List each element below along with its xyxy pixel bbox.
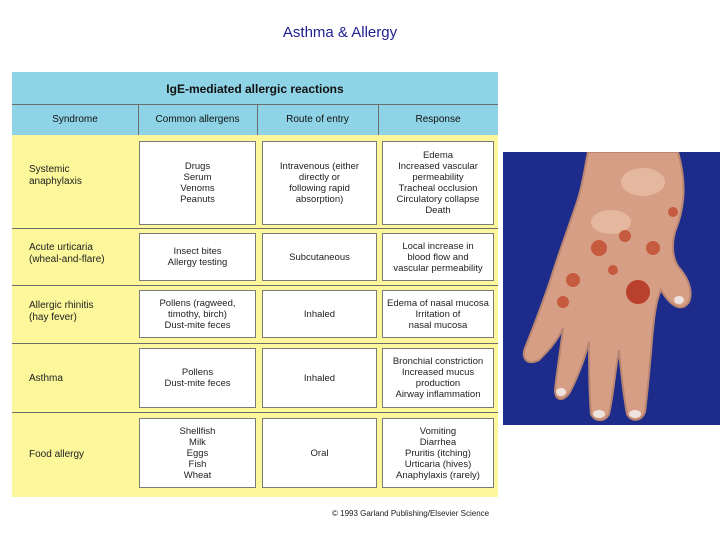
syndrome-cell: Allergic rhinitis (hay fever): [29, 300, 94, 323]
response-cell: Local increase in blood flow and vascular permeability: [382, 233, 494, 281]
row-divider: [12, 228, 498, 229]
route-cell: Subcutaneous: [262, 233, 377, 281]
allergy-table: [12, 72, 498, 497]
response-cell: Bronchial constriction Increased mucus production Airway inflammation: [382, 348, 494, 408]
allergens-cell: Pollens (ragweed, timothy, birch) Dust-mite feces: [139, 290, 256, 338]
header-divider: [12, 104, 498, 105]
allergens-cell: Shellfish Milk Eggs Fish Wheat: [139, 418, 256, 488]
row-divider: [12, 285, 498, 286]
table-header: [12, 72, 498, 135]
allergens-cell: Drugs Serum Venoms Peanuts: [139, 141, 256, 225]
syndrome-cell: Acute urticaria (wheal-and-flare): [29, 242, 105, 265]
syndrome-cell: Food allergy: [29, 449, 85, 460]
copyright-notice: © 1993 Garland Publishing/Elsevier Science: [332, 509, 490, 518]
route-cell: Intravenous (either directly or following rapid absorption): [262, 141, 377, 225]
syndrome-cell: Systemic anaphylaxis: [29, 164, 82, 187]
column-header-syndrome: Syndrome: [52, 114, 98, 125]
slide-title: Asthma & Allergy: [282, 24, 398, 41]
table-heading: IgE-mediated allergic reactions: [166, 82, 344, 96]
route-cell: Inhaled: [262, 348, 377, 408]
row-divider: [12, 343, 498, 344]
allergens-cell: Insect bites Allergy testing: [139, 233, 256, 281]
syndrome-cell: Asthma: [29, 373, 63, 384]
response-cell: Edema Increased vascular permeability Tracheal occlusion Circulatory collapse Death: [382, 141, 494, 225]
column-header-allergens: Common allergens: [155, 114, 240, 125]
route-cell: Oral: [262, 418, 377, 488]
route-cell: Inhaled: [262, 290, 377, 338]
response-cell: Edema of nasal mucosa Irritation of nasal mucosa: [382, 290, 494, 338]
response-cell: Vomiting Diarrhea Pruritis (itching) Urticaria (hives) Anaphylaxis (rarely): [382, 418, 494, 488]
column-header-response: Response: [415, 114, 461, 125]
row-divider: [12, 412, 498, 413]
allergic-hand-photo: [503, 152, 720, 425]
allergens-cell: Pollens Dust-mite feces: [139, 348, 256, 408]
column-header-route: Route of entry: [286, 114, 349, 125]
